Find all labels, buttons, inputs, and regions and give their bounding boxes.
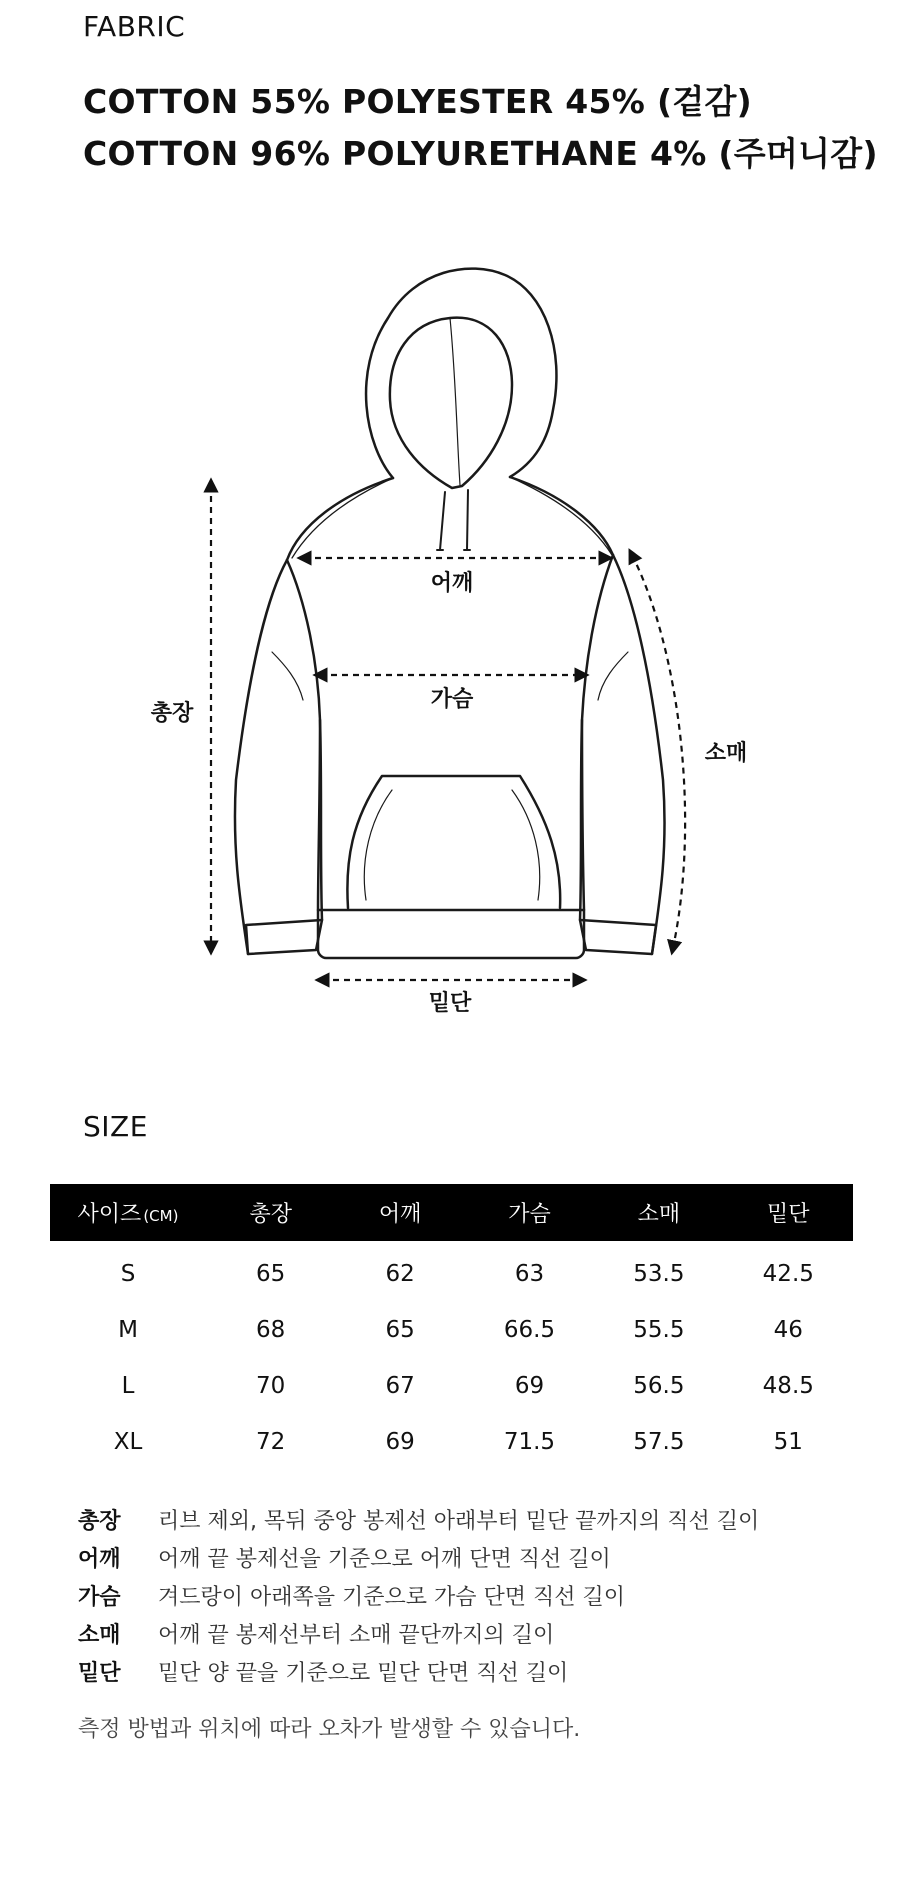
value-cell: 51 xyxy=(773,1429,803,1455)
definition-item xyxy=(78,1614,759,1652)
measurement-note: 측정 방법과 위치에 따라 오차가 발생할 수 있습니다. xyxy=(78,1717,581,1742)
header-total-length: 총장 xyxy=(206,1184,335,1241)
value-cell: 72 xyxy=(256,1429,286,1455)
value-cell: 48.5 xyxy=(762,1373,814,1399)
value-cell: 70 xyxy=(256,1373,286,1399)
value-cell: 63 xyxy=(514,1261,545,1287)
fabric-composition-line: COTTON 55% POLYESTER 45% (겉감) xyxy=(83,82,753,121)
definition-term: 가슴 xyxy=(78,1584,121,1610)
definition-item xyxy=(78,1500,759,1538)
value-cell: 66.5 xyxy=(503,1317,556,1343)
header-shoulder: 어깨 xyxy=(335,1184,464,1241)
table-row xyxy=(50,1358,853,1414)
chest-label: 가슴 xyxy=(430,687,474,712)
definition-desc: 리브 제외, 목뒤 중앙 봉제선 아래부터 밑단 끝까지의 직선 길이 xyxy=(158,1508,760,1534)
value-cell: 65 xyxy=(256,1261,286,1287)
definition-item xyxy=(78,1538,759,1576)
definition-desc: 어깨 끝 봉제선을 기준으로 어깨 단면 직선 길이 xyxy=(158,1546,611,1572)
value-cell: 62 xyxy=(385,1261,415,1287)
definition-desc: 겨드랑이 아래쪽을 기준으로 가슴 단면 직선 길이 xyxy=(158,1584,626,1610)
value-cell: 57.5 xyxy=(633,1429,685,1455)
header-size: 사이즈 (CM) xyxy=(50,1184,206,1241)
definition-term: 밑단 xyxy=(78,1660,121,1686)
size-section-title: SIZE xyxy=(83,1110,148,1143)
size-cell: XL xyxy=(113,1429,143,1455)
size-cell: M xyxy=(118,1317,138,1343)
value-cell: 53.5 xyxy=(633,1261,685,1287)
definition-item xyxy=(78,1652,759,1690)
sleeve-label: 소매 xyxy=(704,741,748,766)
unit-label: (CM) xyxy=(143,1207,179,1225)
fabric-composition-line: COTTON 96% POLYURETHANE 4% (주머니감) xyxy=(83,134,878,173)
size-table-header xyxy=(50,1184,853,1241)
measurement-definitions xyxy=(78,1500,759,1690)
definition-desc: 밑단 양 끝을 기준으로 밑단 단면 직선 길이 xyxy=(158,1660,569,1686)
definition-item xyxy=(78,1576,759,1614)
value-cell: 65 xyxy=(385,1317,415,1343)
definition-term: 어깨 xyxy=(78,1546,121,1572)
shoulder-label: 어깨 xyxy=(430,571,474,596)
header-hem: 밑단 xyxy=(724,1184,853,1241)
table-row xyxy=(50,1302,853,1358)
value-cell: 55.5 xyxy=(633,1317,685,1343)
size-table xyxy=(50,1184,853,1470)
hem-label: 밑단 xyxy=(428,991,472,1016)
table-row xyxy=(50,1241,853,1302)
hoodie-illustration xyxy=(235,269,665,958)
table-row xyxy=(50,1414,853,1470)
definition-term: 소매 xyxy=(78,1622,121,1648)
value-cell: 71.5 xyxy=(503,1429,556,1455)
value-cell: 67 xyxy=(385,1373,415,1399)
value-cell: 42.5 xyxy=(762,1261,814,1287)
fabric-label: FABRIC xyxy=(83,10,186,43)
size-cell: L xyxy=(121,1373,135,1399)
size-cell: S xyxy=(120,1261,136,1287)
value-cell: 69 xyxy=(385,1429,415,1455)
header-chest: 가슴 xyxy=(465,1184,594,1241)
hoodie-measurement-diagram xyxy=(0,240,900,1040)
value-cell: 69 xyxy=(514,1373,545,1399)
definition-term: 총장 xyxy=(78,1508,121,1534)
value-cell: 68 xyxy=(256,1317,286,1343)
header-sleeve: 소매 xyxy=(594,1184,723,1241)
definition-desc: 어깨 끝 봉제선부터 소매 끝단까지의 길이 xyxy=(158,1622,555,1648)
total-length-label: 총장 xyxy=(150,701,194,726)
value-cell: 56.5 xyxy=(633,1373,685,1399)
value-cell: 46 xyxy=(773,1317,803,1343)
